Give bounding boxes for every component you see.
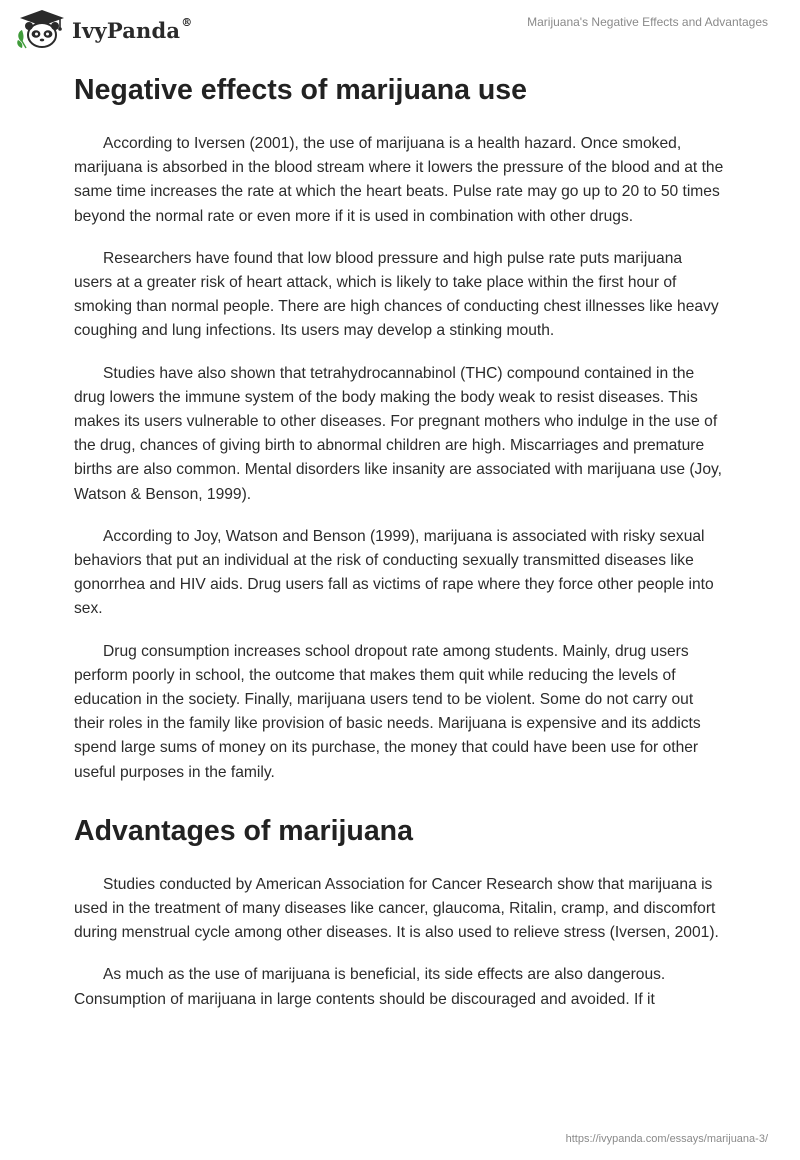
page-header: [0, 0, 800, 60]
paragraph: Researchers have found that low blood pressure and high pulse rate puts marijuana users at a greater risk of heart attack, which is likely to take place within the first hour of smoking than normal people. There are high chances of conducting chest illnesses like heavy coughing and lung infections. Its users may develop a stinking mouth.: [74, 249, 719, 340]
source-url[interactable]: https://ivypanda.com/essays/marijuana-3/: [565, 1133, 768, 1145]
paragraph: According to Joy, Watson and Benson (1999), marijuana is associated with risky sexual behaviors that put an individual at the risk of conducting sexually transmitted diseases like gonorrhea and HIV aids. Drug users fall as victims of rape where they force other people into sex.: [74, 527, 714, 618]
brand-name: IvyPanda®: [72, 15, 193, 43]
panda-graduate-icon: [16, 8, 68, 52]
ivypanda-logo[interactable]: [16, 8, 192, 52]
paragraph: Drug consumption increases school dropout rate among students. Mainly, drug users perform poorly in school, the outcome that makes them quit while reducing the levels of education in the society. Finally, marijuana users tend to be violent. Some do not carry out their roles in the family like provision of basic needs. Marijuana is expensive and its addicts spend large sums of money on its purchase, the money that could have been use for other useful purposes in the family.: [74, 642, 701, 781]
document-title: Marijuana's Negative Effects and Advantages: [527, 15, 768, 29]
section-heading-negative-effects: Negative effects of marijuana use: [74, 74, 527, 106]
section-heading-advantages: Advantages of marijuana: [74, 814, 413, 847]
paragraph: Studies conducted by American Association for Cancer Research show that marijuana is used in the treatment of many diseases like cancer, glaucoma, Ritalin, cramp, and discomfort during menstrual cycle among other diseases. It is also used to relieve stress (Iversen, 2001).: [74, 875, 719, 942]
essay-content: [74, 70, 724, 1030]
paragraph: According to Iversen (2001), the use of marijuana is a health hazard. Once smoked, marijuana is absorbed in the blood stream where it lowers the pressure of the blood and at the same time increases the rate at which the heart beats. Pulse rate may go up to 20 to 50 times beyond the normal rate or even more if it is used in combination with other drugs.: [74, 135, 724, 225]
registered-mark: ®: [181, 15, 193, 29]
paragraph: As much as the use of marijuana is beneficial, its side effects are also dangerous. Consumption of marijuana in large contents should be discouraged and avoided. If it: [74, 966, 666, 1008]
paragraph: Studies have also shown that tetrahydrocannabinol (THC) compound contained in the drug lowers the immune system of the body making the body weak to resist diseases. This makes its users vulnerable to other diseases. For pregnant mothers who indulge in the use of the drug, chances of giving birth to abnormal children are high. Miscarriages and premature births are also common. Mental disorders like insanity are associated with marijuana use (Joy, Watson & Benson, 1999).: [74, 364, 723, 503]
